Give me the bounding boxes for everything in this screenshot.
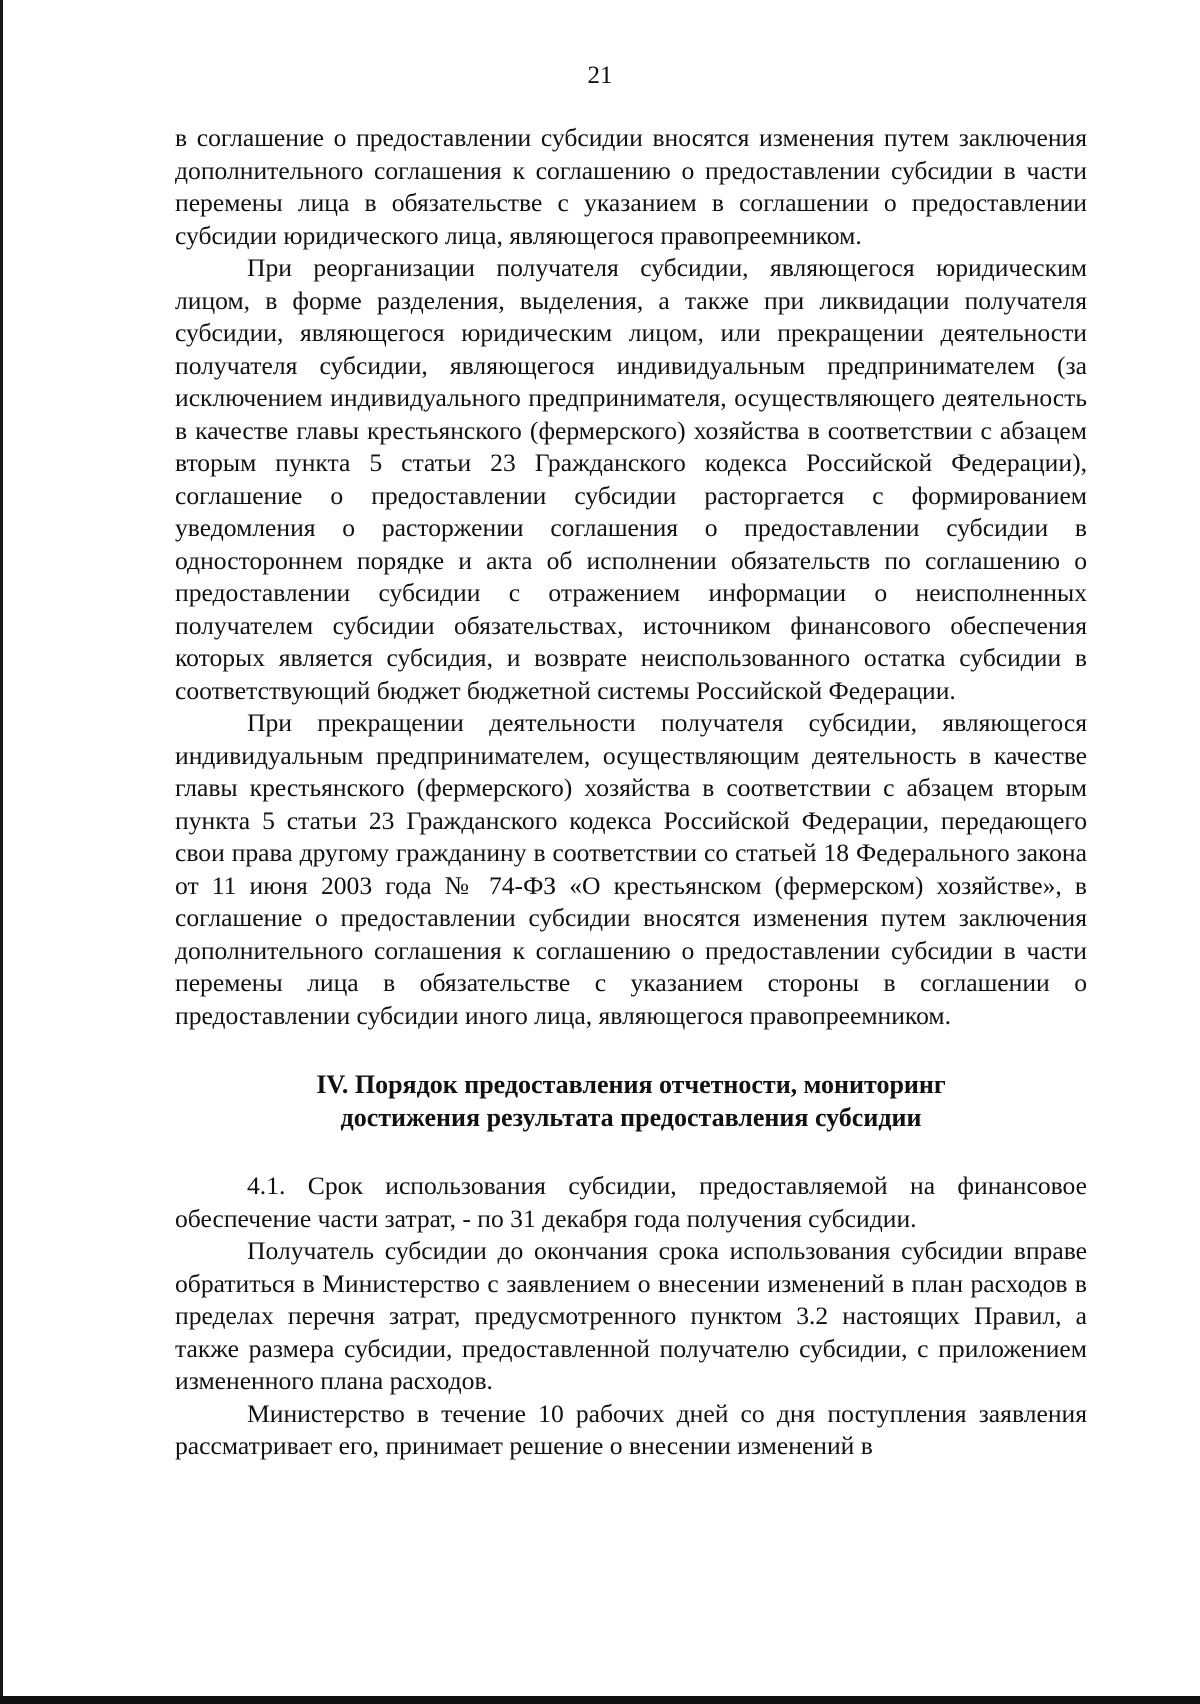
paragraph-reorganization: При реорганизации получателя субсидии, являющегося юридическим лицом, в форме разделения, выделения, а также при ликвидации получателя субсидии, являющегося юридическим лицом, или прекращении деятельности получателя субсидии, являющегося индивидуальным предпринимателем (за исключением индивидуального предпринимателя, осуществляющего деятельность в качестве главы крестьянского (фермерского) хозяйства в соответствии с абзацем вторым пункта 5 статьи 23 Гражданского кодекса Российской Федерации), соглашение о предоставлении субсидии расторгается с формированием уведомления о расторжении соглашения о предоставлении субсидии в одностороннем порядке и акта об исполнении обязательств по соглашению о предоставлении субсидии с отражением информации о неисполненных получателем субсидии обязательствах, источником финансового обеспечения которых является субсидия, и возврате неиспользованного остатка субсидии в соответствующий бюджет бюджетной системы Российской Федерации. bbox=[175, 253, 1087, 705]
section-heading-line-2: достижения результата предоставления субсидии bbox=[340, 1103, 922, 1132]
section-heading-line-1: IV. Порядок предоставления отчетности, мониторинг bbox=[316, 1070, 946, 1099]
paragraph-continuation: в соглашение о предоставлении субсидии вносятся изменения путем заключения дополнительного соглашения к соглашению о предоставлении субсидии в части перемены лица в обязательстве с указанием в соглашении о предоставлении субсидии юридического лица, являющегося правопреемником. bbox=[175, 123, 1087, 250]
page-number: 21 bbox=[587, 62, 613, 89]
section-heading bbox=[175, 1068, 1087, 1134]
scan-edge-left bbox=[0, 0, 3, 1704]
scan-edge-bottom bbox=[0, 1696, 1200, 1704]
paragraph-ministry-review: Министерство в течение 10 рабочих дней со дня поступления заявления рассматривает его, принимает решение о внесении изменений в bbox=[175, 1398, 1087, 1460]
document-body bbox=[175, 122, 1087, 1463]
paragraph-4-1: 4.1. Срок использования субсидии, предоставляемой на финансовое обеспечение части затрат, - по 31 декабря года получения субсидии. bbox=[175, 1171, 1087, 1233]
paragraph-termination: При прекращении деятельности получателя субсидии, являющегося индивидуальным предпринимателем, осуществляющим деятельность в качестве главы крестьянского (фермерского) хозяйства в соответствии с абзацем вторым пункта 5 статьи 23 Гражданского кодекса Российской Федерации, передающего свои права другому гражданину в соответствии со статьей 18 Федерального закона от 11 июня 2003 года № 74-ФЗ «О крестьянском (фермерском) хозяйстве», в соглашение о предоставлении субсидии вносятся изменения путем заключения дополнительного соглашения к соглашению о предоставлении субсидии в части перемены лица в обязательстве с указанием стороны в соглашении о предоставлении субсидии иного лица, являющегося правопреемником. bbox=[175, 708, 1087, 1030]
paragraph-plan-changes: Получатель субсидии до окончания срока использования субсидии вправе обратиться в Министерство с заявлением о внесении изменений в план расходов в пределах перечня затрат, предусмотренного пунктом 3.2 настоящих Правил, а также размера субсидии, предоставленной получателю субсидии, с приложением измененного плана расходов. bbox=[175, 1236, 1087, 1395]
